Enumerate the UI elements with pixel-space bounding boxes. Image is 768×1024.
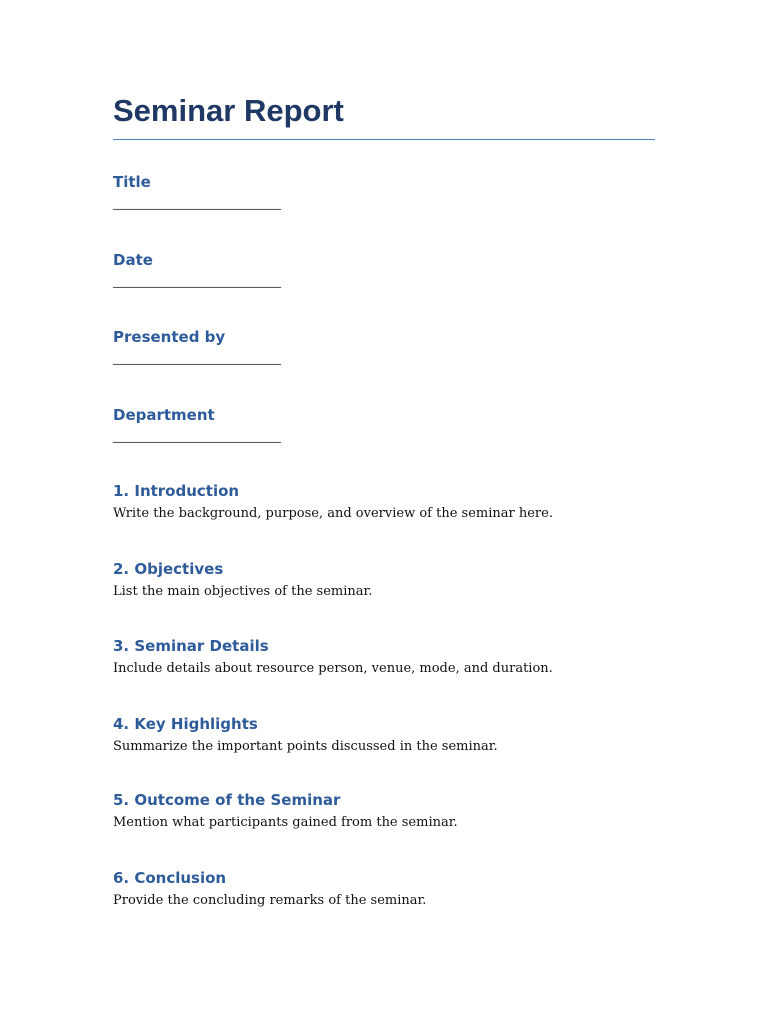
section-body: Summarize the important points discussed in the seminar. <box>113 739 498 754</box>
section-outcome <box>113 793 458 829</box>
section-heading: 1. Introduction <box>113 482 240 500</box>
field-blank-line[interactable]: ________________________ <box>113 197 281 212</box>
field-title <box>113 175 281 212</box>
document-page <box>113 92 655 908</box>
section-body: List the main objectives of the seminar. <box>113 584 373 599</box>
field-blank-line[interactable]: ________________________ <box>113 430 281 445</box>
section-body: Mention what participants gained from the seminar. <box>113 815 458 830</box>
document-title: Seminar Report <box>113 92 655 140</box>
field-presented-by <box>113 330 281 367</box>
section-body: Provide the concluding remarks of the seminar. <box>113 893 427 908</box>
section-heading: 2. Objectives <box>113 560 224 578</box>
field-department <box>113 408 281 445</box>
section-objectives <box>113 562 372 598</box>
section-heading: 6. Conclusion <box>113 869 227 887</box>
section-body: Include details about resource person, venue, mode, and duration. <box>113 661 553 676</box>
section-conclusion <box>113 871 426 907</box>
section-heading: 4. Key Highlights <box>113 715 258 733</box>
field-label: Date <box>113 251 153 269</box>
section-heading: 3. Seminar Details <box>113 637 269 655</box>
field-label: Department <box>113 406 215 424</box>
section-seminar-details <box>113 639 553 675</box>
field-label: Presented by <box>113 328 226 346</box>
section-body: Write the background, purpose, and overview of the seminar here. <box>113 506 553 521</box>
section-key-highlights <box>113 717 498 753</box>
field-date <box>113 253 281 290</box>
section-introduction <box>113 484 553 520</box>
field-blank-line[interactable]: ________________________ <box>113 352 281 367</box>
field-label: Title <box>113 173 151 191</box>
field-blank-line[interactable]: ________________________ <box>113 275 281 290</box>
section-heading: 5. Outcome of the Seminar <box>113 791 341 809</box>
